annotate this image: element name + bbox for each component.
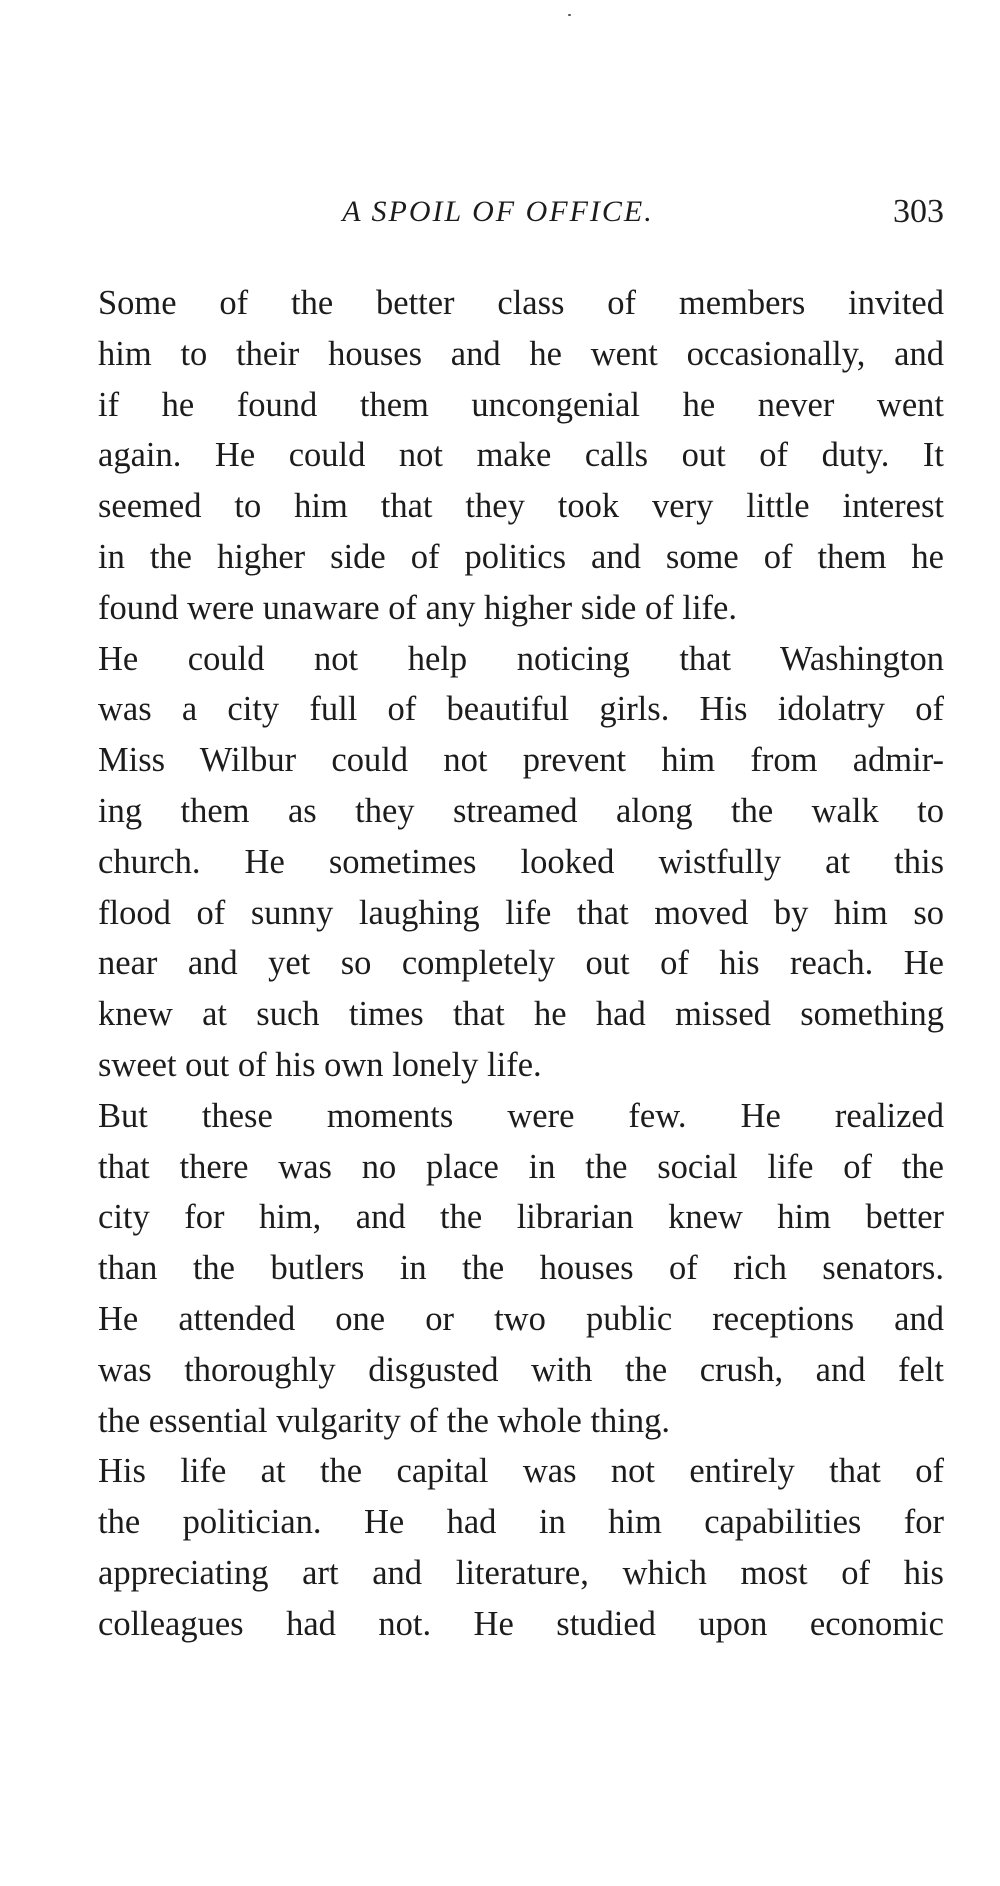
paragraph-4 (52, 1446, 944, 1649)
print-speck (568, 14, 571, 16)
text-line: if he found them uncongenial he never went (98, 385, 944, 424)
text-line: sweet out of his own lonely life. (98, 1045, 542, 1084)
page-number: 303 (893, 193, 944, 230)
text-line: ing them as they streamed along the walk to (98, 791, 944, 830)
text-line: city for him, and the librarian knew him better (98, 1198, 944, 1237)
paragraph-2 (52, 634, 944, 1091)
paragraph-1 (52, 278, 944, 634)
text-line: found were unaware of any higher side of life. (98, 588, 737, 627)
text-line: was thoroughly disgusted with the crush, and felt (98, 1350, 944, 1389)
text-line: was a city full of beautiful girls. His idolatry of (98, 690, 944, 729)
text-line: His life at the capital was not entirely that of (98, 1452, 944, 1491)
text-line: Some of the better class of members invited (98, 284, 944, 322)
text-line: in the higher side of politics and some of them he (98, 537, 944, 576)
text-line: Miss Wilbur could not prevent him from admir- (98, 741, 944, 780)
text-line: that there was no place in the social life of the (98, 1147, 944, 1186)
text-line: him to their houses and he went occasionally, and (98, 334, 944, 373)
text-line: the politician. He had in him capabilities for (98, 1503, 944, 1542)
text-line: flood of sunny laughing life that moved by him so (98, 893, 944, 932)
text-line: appreciating art and literature, which most of his (98, 1553, 944, 1592)
text-line: But these moments were few. He realized (98, 1096, 944, 1135)
text-line: He attended one or two public receptions and (98, 1299, 944, 1338)
text-line: the essential vulgarity of the whole thing. (98, 1401, 670, 1440)
text-line: than the butlers in the houses of rich senators. (98, 1249, 944, 1288)
running-head (52, 188, 944, 236)
text-line: seemed to him that they took very little interest (98, 487, 944, 526)
paragraph-3 (52, 1091, 944, 1447)
text-line: church. He sometimes looked wistfully at this (98, 842, 944, 881)
text-line: He could not help noticing that Washington (98, 639, 944, 678)
text-line: colleagues had not. He studied upon economic (98, 1604, 944, 1643)
text-line: near and yet so completely out of his reach. He (98, 944, 944, 983)
text-line: knew at such times that he had missed something (98, 995, 944, 1034)
text-line: again. He could not make calls out of duty. It (98, 436, 944, 475)
body-text (52, 278, 944, 1650)
running-title: A SPOIL OF OFFICE. (342, 195, 654, 228)
